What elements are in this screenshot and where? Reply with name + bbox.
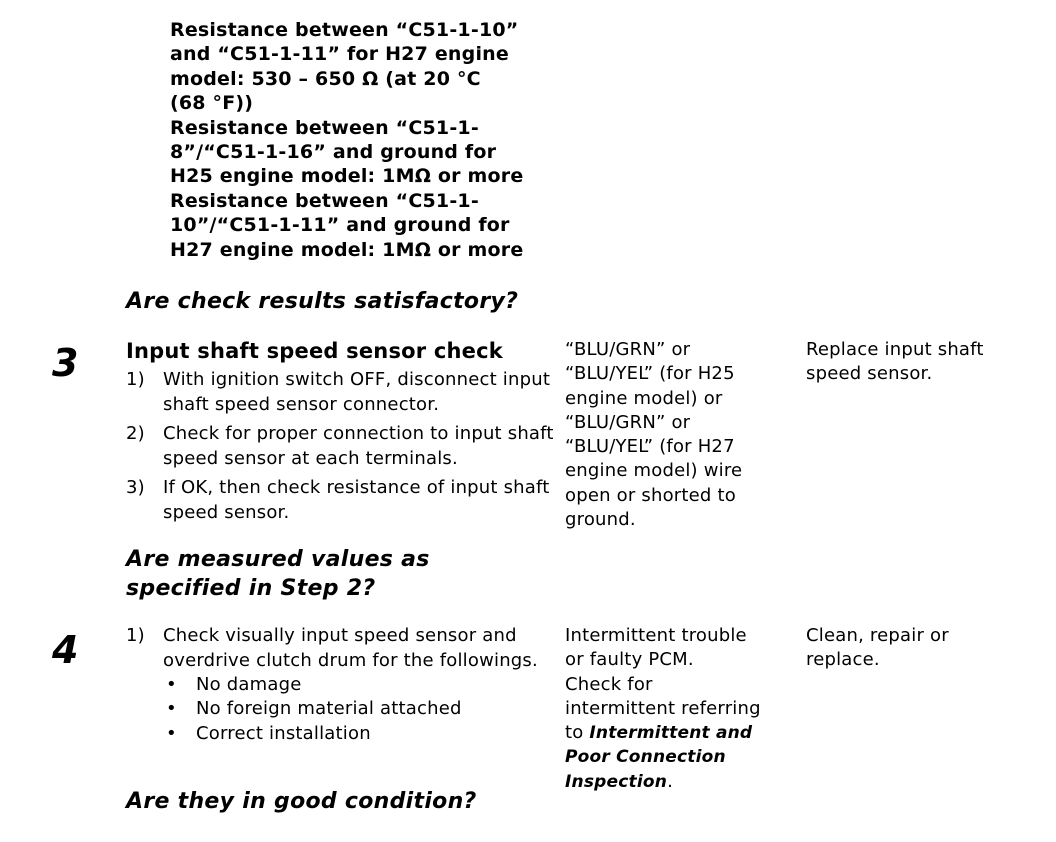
list-item: 3) If OK, then check resistance of input shaft speed sensor.: [126, 477, 550, 523]
step4-yes-column: Intermittent trouble or faulty PCM. Check for intermittent referring to Intermittent and Poor Connection Inspection.: [565, 624, 797, 794]
step4-number: 4: [52, 628, 79, 672]
step4-no-column: Clean, repair or replace.: [806, 625, 949, 671]
spec-line: Resistance between “C51-1-: [170, 116, 479, 139]
step3-action: [126, 338, 556, 530]
step2-question: Are check results satisfactory?: [126, 289, 519, 314]
step3-question: Are measured values as specified in Step 2?: [126, 547, 430, 601]
reference-link[interactable]: Inspection: [565, 771, 668, 792]
spec-line: Resistance between “C51-1-: [170, 189, 479, 212]
spec-line: 8”/“C51-1-16” and ground for: [170, 141, 497, 164]
reference-link[interactable]: Intermittent and: [589, 723, 753, 744]
list-item: 1) With ignition switch OFF, disconnect input shaft speed sensor connector.: [126, 369, 551, 415]
spec-line: 10”/“C51-1-11” and ground for: [170, 214, 510, 237]
spec-line: and “C51-1-11” for H27 engine: [170, 43, 509, 66]
step4-list: [126, 624, 556, 746]
spec-line: model: 530 – 650 Ω (at 20 °C: [170, 67, 481, 90]
reference-line: to Intermittent and: [565, 722, 753, 744]
step3-title: Input shaft speed sensor check: [126, 339, 503, 363]
spec-line: (68 °F)): [170, 92, 254, 115]
step3-number: 3: [52, 341, 79, 385]
spec-line: Resistance between “C51-1-10”: [170, 19, 519, 41]
step4-question: Are they in good condition?: [126, 789, 477, 814]
resistance-spec-block: [170, 18, 570, 262]
spec-line: H27 engine model: 1MΩ or more: [170, 238, 524, 261]
reference-line: Inspection.: [565, 770, 673, 792]
bullet-item: • No foreign material attached: [166, 698, 462, 720]
list-item: 2) Check for proper connection to input shaft speed sensor at each terminals.: [126, 423, 554, 469]
bullet-item: • No damage: [166, 674, 302, 695]
spec-line: H25 engine model: 1MΩ or more: [170, 165, 524, 188]
bullet-item: • Correct installation: [166, 722, 371, 744]
step4-bullets: [163, 673, 556, 746]
reference-link[interactable]: Poor Connection: [565, 747, 726, 768]
step4-action: [126, 624, 556, 746]
step3-no-column: Replace input shaft speed sensor.: [806, 339, 984, 385]
step3-list: [126, 368, 556, 525]
list-item: 1) Check visually input speed sensor and overdrive clutch drum for the followings. • No damage • No foreign material attached • Correct installation: [126, 624, 556, 746]
step3-yes-column: “BLU/GRN” or “BLU/YEL” (for H25 engine model) or “BLU/GRN” or “BLU/YEL” (for H27 engine model) wire open or shorted to ground.: [565, 339, 743, 531]
